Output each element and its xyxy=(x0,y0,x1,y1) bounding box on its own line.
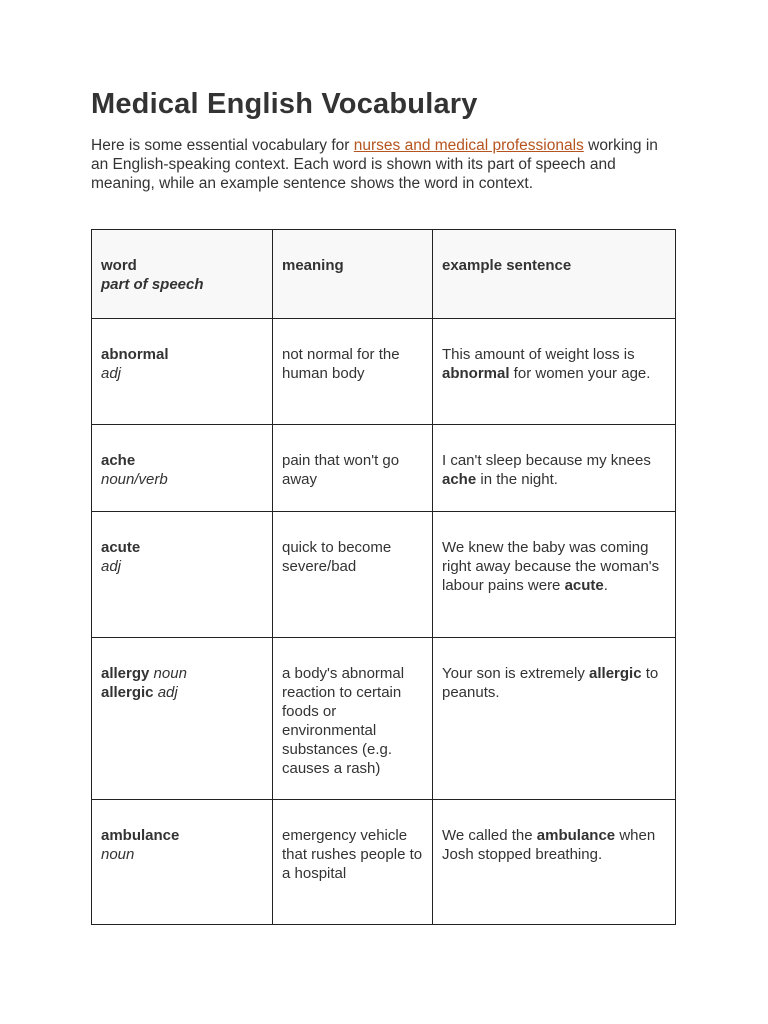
header-word-label: word xyxy=(101,257,137,274)
word-term: acute xyxy=(101,539,141,556)
example-cell xyxy=(433,425,676,512)
nurses-link[interactable]: nurses and medical professionals xyxy=(353,137,584,154)
vocabulary-table xyxy=(91,229,676,925)
example-cell xyxy=(433,800,676,925)
page-title: Medical English Vocabulary xyxy=(91,88,478,120)
word-cell xyxy=(92,425,273,512)
word-pos: adj xyxy=(101,365,122,382)
example-text: This amount of weight loss is xyxy=(442,346,635,363)
example-keyword: ache xyxy=(442,471,477,488)
header-word xyxy=(92,230,273,319)
word-cell xyxy=(92,319,273,425)
example-text: . xyxy=(603,577,608,594)
example-keyword: ambulance xyxy=(536,827,616,844)
example-text: in the night. xyxy=(476,471,558,488)
example-keyword: acute xyxy=(564,577,604,594)
table-row xyxy=(92,800,676,925)
example-cell xyxy=(433,638,676,800)
table-header-row xyxy=(92,230,676,319)
example-text: We called the xyxy=(442,827,537,844)
meaning-cell: a body's abnormal reaction to certain foods or environmental substances (e.g. causes a rash) xyxy=(273,638,433,800)
word-term: ache xyxy=(101,452,136,469)
example-text: to peanuts. xyxy=(442,665,659,701)
word-cell xyxy=(92,638,273,800)
example-text: for women your age. xyxy=(509,365,651,382)
example-text: I can't sleep because my knees xyxy=(442,452,651,469)
intro-paragraph xyxy=(91,136,675,193)
word-pos: noun/verb xyxy=(101,471,168,488)
header-meaning: meaning xyxy=(273,230,433,319)
word-term-variant: allergic xyxy=(101,684,154,701)
meaning-cell: pain that won't go away xyxy=(273,425,433,512)
table-row xyxy=(92,425,676,512)
example-cell xyxy=(433,319,676,425)
example-keyword: allergic xyxy=(589,665,642,682)
word-term: abnormal xyxy=(101,346,169,363)
intro-text-end: working in an English-speaking context. Each word is shown with its part of speech and meaning, while an example sentence shows the word in context. xyxy=(91,137,658,192)
example-keyword: abnormal xyxy=(442,365,510,382)
word-pos-variant: adj xyxy=(157,684,178,701)
example-cell xyxy=(433,512,676,638)
table-row xyxy=(92,512,676,638)
meaning-cell: emergency vehicle that rushes people to a hospital xyxy=(273,800,433,925)
meaning-cell: not normal for the human body xyxy=(273,319,433,425)
table-row xyxy=(92,319,676,425)
meaning-cell: quick to become severe/bad xyxy=(273,512,433,638)
word-cell xyxy=(92,800,273,925)
intro-text-start: Here is some essential vocabulary for xyxy=(91,137,354,154)
header-example: example sentence xyxy=(433,230,676,319)
word-pos: adj xyxy=(101,558,122,575)
table-row xyxy=(92,638,676,800)
example-text: We knew the baby was coming right away because the woman's labour pains were xyxy=(442,539,660,594)
example-text: when Josh stopped breathing. xyxy=(442,827,656,863)
word-pos: noun xyxy=(153,665,187,682)
header-pos-label: part of speech xyxy=(101,276,204,293)
word-pos: noun xyxy=(101,846,135,863)
word-cell xyxy=(92,512,273,638)
word-term: ambulance xyxy=(101,827,180,844)
document-page xyxy=(91,86,675,882)
example-text: Your son is extremely xyxy=(442,665,590,682)
word-term: allergy xyxy=(101,665,150,682)
